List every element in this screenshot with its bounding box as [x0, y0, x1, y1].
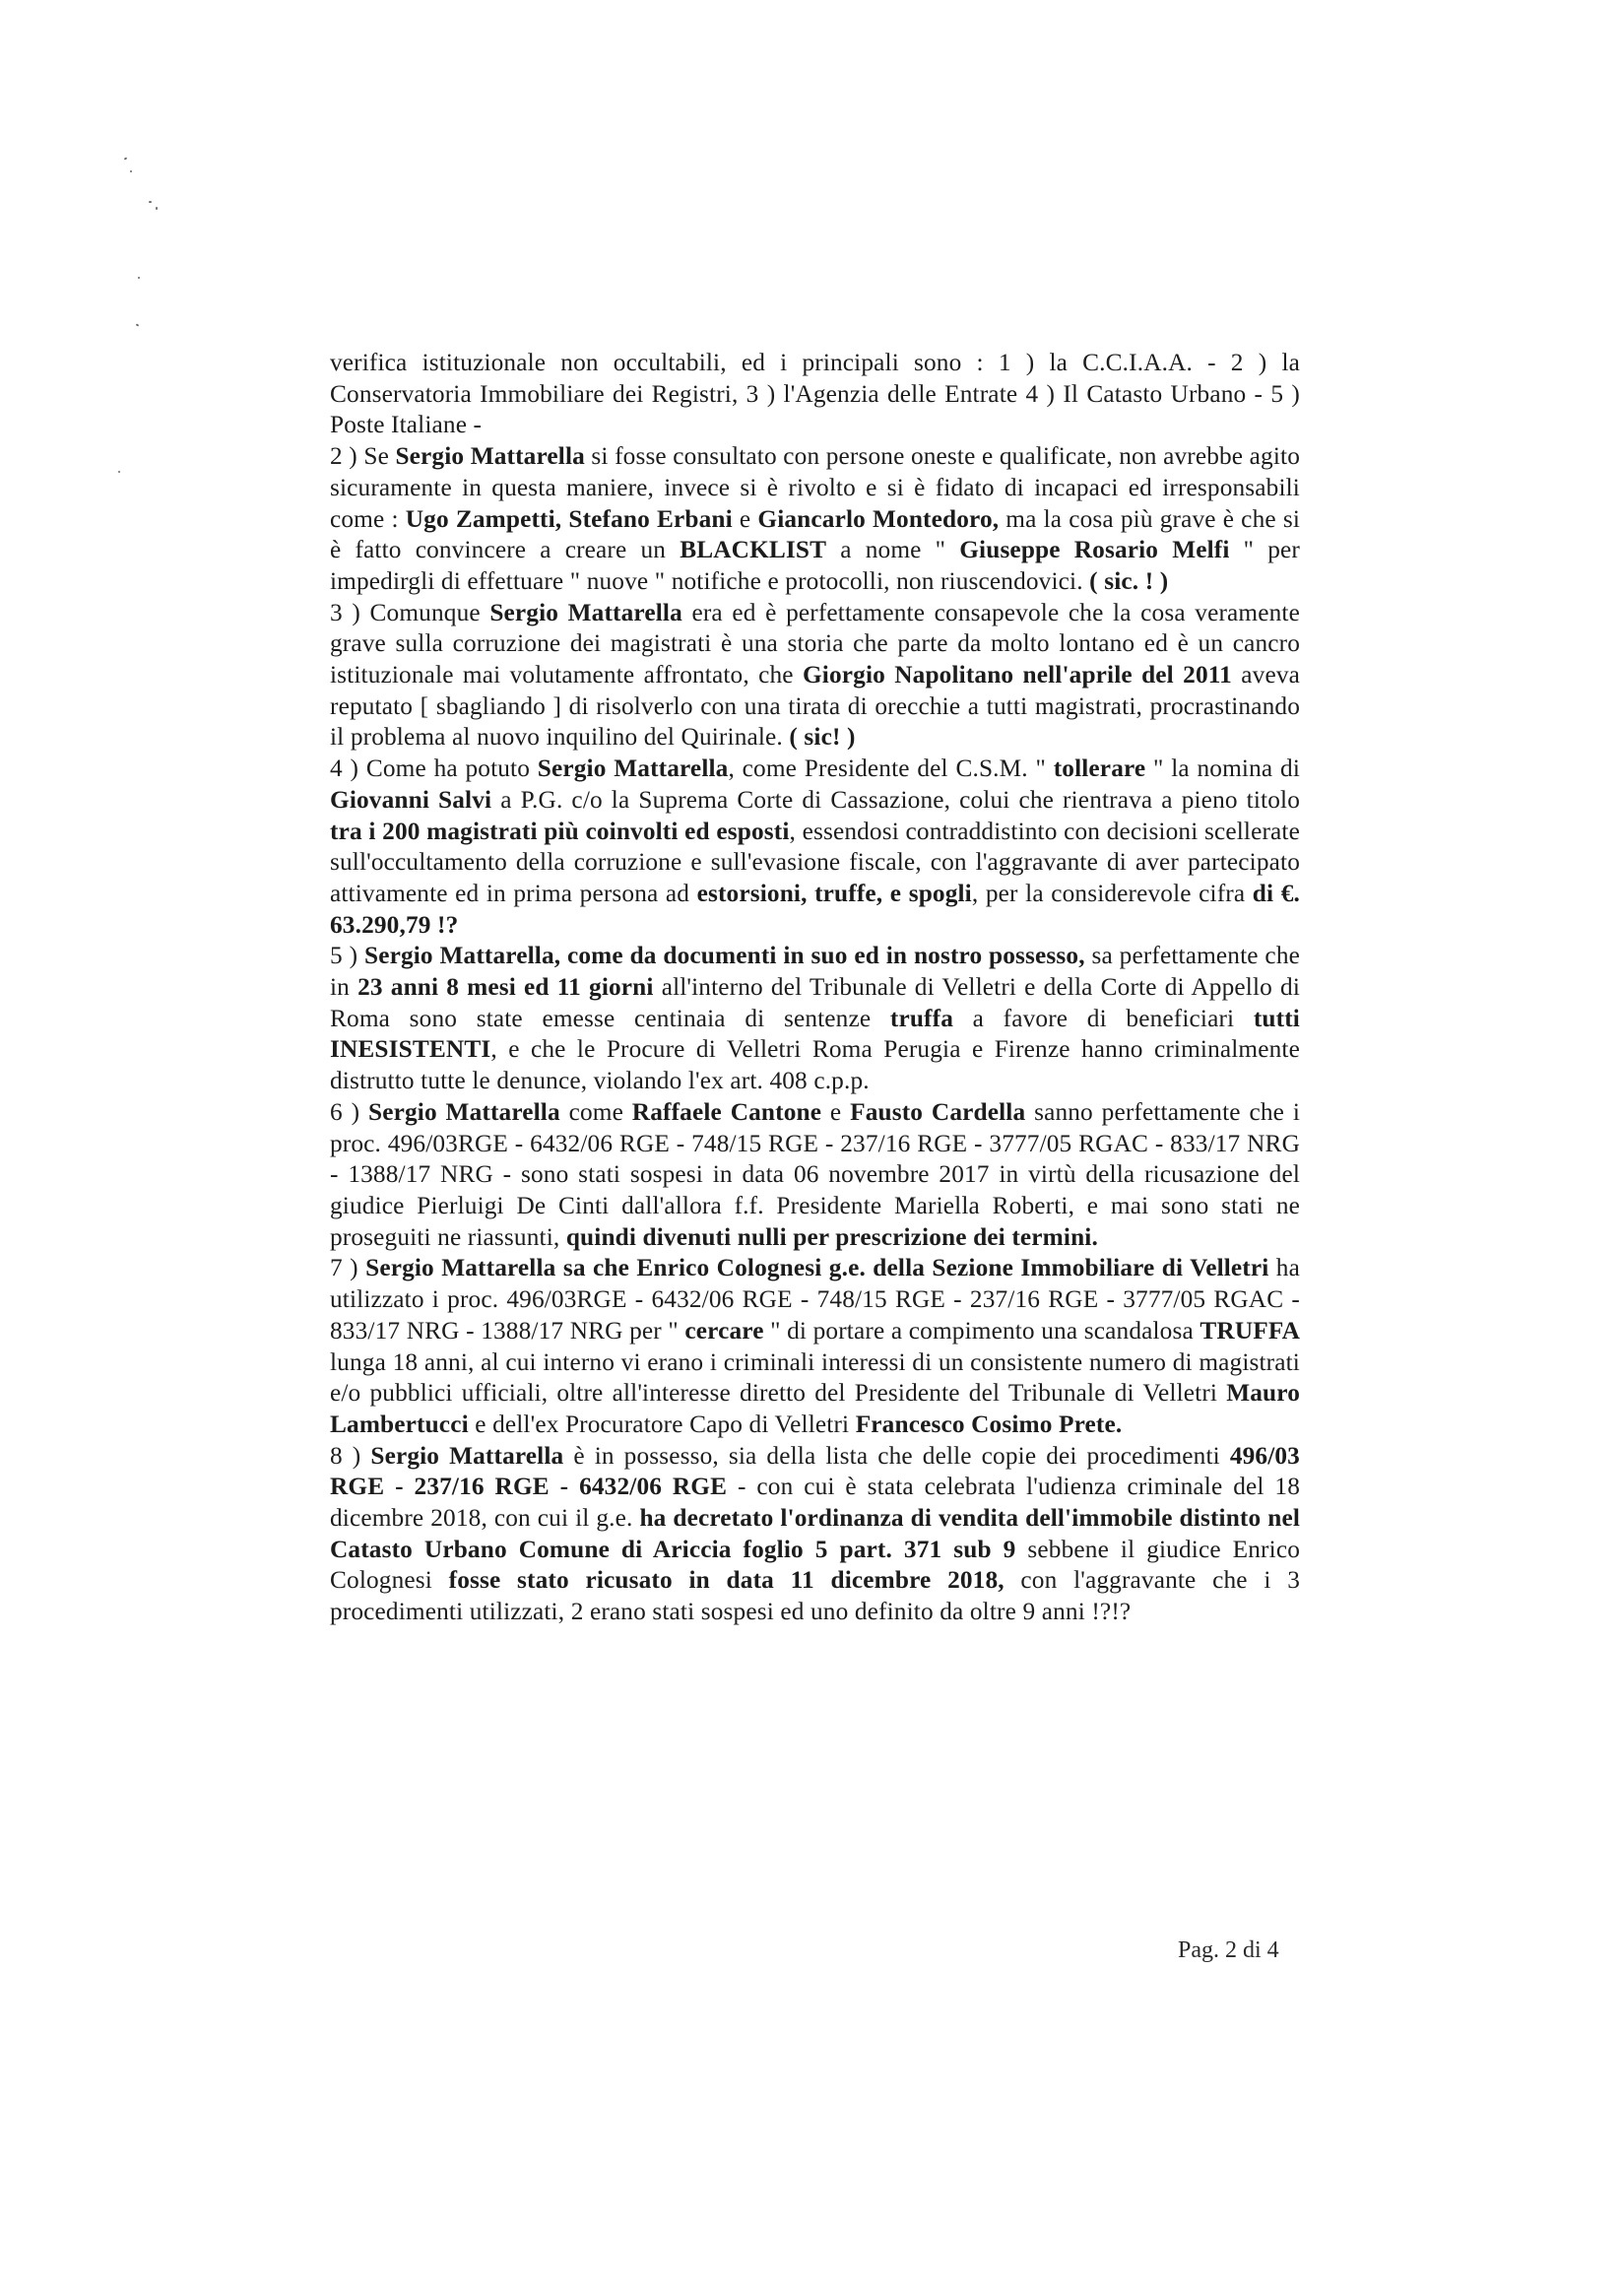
text-run: lunga 18 anni, al cui interno vi erano i criminali interessi di un consistente numero di magistrati e/o pubblici ufficiali, oltre all'interesse diretto del Presidente del Tribunale di Velletri [330, 1347, 1300, 1408]
text-run: ma la cosa più grave è che si è fatto convincere a creare un [330, 504, 1300, 564]
bold-text-run: Fausto Cardella [850, 1097, 1026, 1126]
bold-text-run: tra i 200 magistrati più coinvolti ed esposti [330, 817, 790, 845]
paragraph-point-3 [330, 598, 1300, 754]
bold-text-run: Sergio Mattarella sa che Enrico Colognesi g.e. della Sezione Immobiliare di Velletri [365, 1254, 1269, 1282]
scan-speck [136, 323, 140, 326]
text-run: è in possesso, sia della lista che delle copie dei procedimenti [563, 1441, 1230, 1470]
bold-text-run: tollerare [1053, 754, 1146, 783]
text-run: 6 ) [330, 1097, 368, 1126]
page-number: Pag. 2 di 4 [1178, 1937, 1279, 1963]
text-run: 8 ) [330, 1441, 371, 1470]
bold-text-run: fosse stato ricusato in data 11 dicembre 2018, [448, 1566, 1005, 1595]
bold-text-run: di €. 63.290,79 !? [330, 879, 1300, 939]
text-run: sanno perfettamente che i proc. 496/03RGE - 6432/06 RGE - 748/15 RGE - 237/16 RGE - 3777/05 RGAC - 833/17 NRG - 1388/17 NRG - sono stati sospesi in data 06 novembre 2017 in virtù della ricusazione del giudice Pierluigi De Cinti dall'allora f.f. Presidente Mariella Roberti, e mai sono stati ne proseguiti ne riassunti, [330, 1097, 1300, 1251]
bold-text-run: 496/03 RGE - 237/16 RGE - 6432/06 RGE [330, 1441, 1300, 1501]
bold-text-run: truffa [889, 1004, 953, 1032]
text-run: 7 ) [330, 1254, 366, 1282]
text-run: si fosse consultato con persone oneste e qualificate, non avrebbe agito sicuramente in questa maniere, invece si è rivolto e si è fidato di incapaci ed irresponsabili come : [330, 442, 1300, 533]
bold-text-run: Giorgio Napolitano nell'aprile del 2011 [802, 661, 1232, 689]
text-run: verifica istituzionale non occultabili, ed i principali sono : 1 ) la C.C.I.A.A. - 2 ) la Conservatoria Immobiliare dei Registri, 3 ) l'Agenzia delle Entrate 4 ) Il Catasto Urbano - 5 ) Poste Italiane - [330, 349, 1300, 439]
bold-text-run: BLACKLIST [680, 536, 827, 564]
text-run: e dell'ex Procuratore Capo di Velletri [468, 1410, 856, 1438]
text-run: - con cui è stata celebrata l'udienza criminale del 18 dicembre 2018, con cui il g.e. [330, 1473, 1301, 1533]
bold-text-run: Ugo Zampetti, Stefano Erbani [405, 504, 733, 533]
text-run: 5 ) [330, 942, 364, 970]
bold-text-run: Giancarlo Montedoro, [757, 504, 1000, 533]
text-run: e [821, 1097, 851, 1126]
scan-speck [118, 471, 120, 473]
bold-text-run: estorsioni, truffe, e spogli [696, 879, 972, 907]
text-run: " per impedirgli di effettuare " nuove " notifiche e protocolli, non riuscendovici. [330, 536, 1300, 595]
paragraph-point-5 [330, 941, 1300, 1097]
text-run: 4 ) Come ha potuto [330, 754, 538, 783]
bold-text-run: ( sic! ) [789, 723, 856, 752]
scan-speck [149, 201, 152, 203]
text-run: , essendosi contraddistinto con decisioni scellerate sull'occultamento della corruzione e sull'evasione fiscale, con l'aggravante di aver partecipato attivamente ed in prima persona ad [330, 817, 1300, 907]
paragraph-point-6 [330, 1097, 1300, 1254]
text-run: 2 ) Se [330, 442, 396, 471]
text-run: , come Presidente del C.S.M. " [728, 754, 1054, 783]
scan-speck [156, 207, 158, 210]
text-run: era ed è perfettamente consapevole che la cosa veramente grave sulla corruzione dei magistrati è una storia che parte da molto lontano ed è un cancro istituzionale mai volutamente affrontato, che [330, 598, 1300, 689]
text-run: e [732, 504, 758, 533]
paragraph-point-2 [330, 441, 1300, 598]
text-run: 3 ) Comunque [330, 598, 490, 626]
scan-speck [138, 277, 140, 279]
text-run: ha utilizzato i proc. 496/03RGE - 6432/06 RGE - 748/15 RGE - 237/16 RGE - 3777/05 RGAC - 833/17 NRG - 1388/17 NRG per " [330, 1254, 1300, 1345]
bold-text-run: Mauro Lambertucci [330, 1379, 1300, 1438]
bold-text-run: Francesco Cosimo Prete. [855, 1410, 1123, 1438]
paragraph-point-8 [330, 1441, 1300, 1628]
paragraph-point-7 [330, 1253, 1300, 1440]
text-run: " la nomina di [1145, 754, 1300, 783]
paragraph-point-4 [330, 754, 1300, 941]
text-run: sa perfettamente che in [330, 942, 1300, 1002]
bold-text-run: tutti INESISTENTI [330, 1004, 1300, 1064]
scan-speck [124, 157, 128, 160]
text-run: sebbene il giudice Enrico Colognesi [330, 1535, 1300, 1595]
text-run: a nome " [826, 536, 960, 564]
bold-text-run: Sergio Mattarella, come da documenti in suo ed in nostro possesso, [363, 942, 1085, 970]
document-body [330, 348, 1300, 1628]
bold-text-run: 23 anni 8 mesi ed 11 giorni [357, 973, 654, 1002]
bold-text-run: ( sic. ! ) [1089, 566, 1169, 595]
bold-text-run: Sergio Mattarella [368, 1097, 560, 1126]
bold-text-run: ha decretato l'ordinanza di vendita dell'immobile distinto nel Catasto Urbano Comune di Ariccia foglio 5 part. 371 sub 9 [330, 1504, 1301, 1563]
text-run: " di portare a compimento una scandalosa [763, 1316, 1200, 1345]
bold-text-run: Giuseppe Rosario Melfi [959, 536, 1230, 564]
bold-text-run: TRUFFA [1200, 1316, 1300, 1345]
paragraph-intro [330, 348, 1300, 441]
bold-text-run: quindi divenuti nulli per prescrizione dei termini. [565, 1222, 1098, 1251]
bold-text-run: cercare [684, 1316, 764, 1345]
bold-text-run: Sergio Mattarella [395, 442, 585, 471]
bold-text-run: Giovanni Salvi [330, 785, 492, 814]
bold-text-run: Sergio Mattarella [370, 1441, 564, 1470]
text-run: come [559, 1097, 632, 1126]
text-run: aveva reputato [ sbagliando ] di risolverlo con una tirata di orecchie a tutti magistrati, procrastinando il problema al nuovo inquilino del Quirinale. [330, 661, 1301, 752]
text-run: a P.G. c/o la Suprema Corte di Cassazione, colui che rientrava a pieno titolo [491, 785, 1300, 814]
bold-text-run: Sergio Mattarella [489, 598, 682, 626]
text-run: con l'aggravante che i 3 procedimenti utilizzati, 2 erano stati sospesi ed uno definito da oltre 9 anni !?!? [330, 1566, 1300, 1626]
text-run: all'interno del Tribunale di Velletri e della Corte di Appello di Roma sono state emesse centinaia di sentenze [330, 973, 1300, 1032]
text-run: , per la considerevole cifra [971, 879, 1253, 907]
bold-text-run: Raffaele Cantone [631, 1097, 822, 1126]
bold-text-run: Sergio Mattarella [537, 754, 729, 783]
text-run: , e che le Procure di Velletri Roma Perugia e Firenze hanno criminalmente distrutto tutte le denunce, violando l'ex art. 408 c.p.p. [330, 1035, 1300, 1095]
scan-speck [130, 170, 132, 172]
text-run: a favore di beneficiari [953, 1004, 1254, 1032]
